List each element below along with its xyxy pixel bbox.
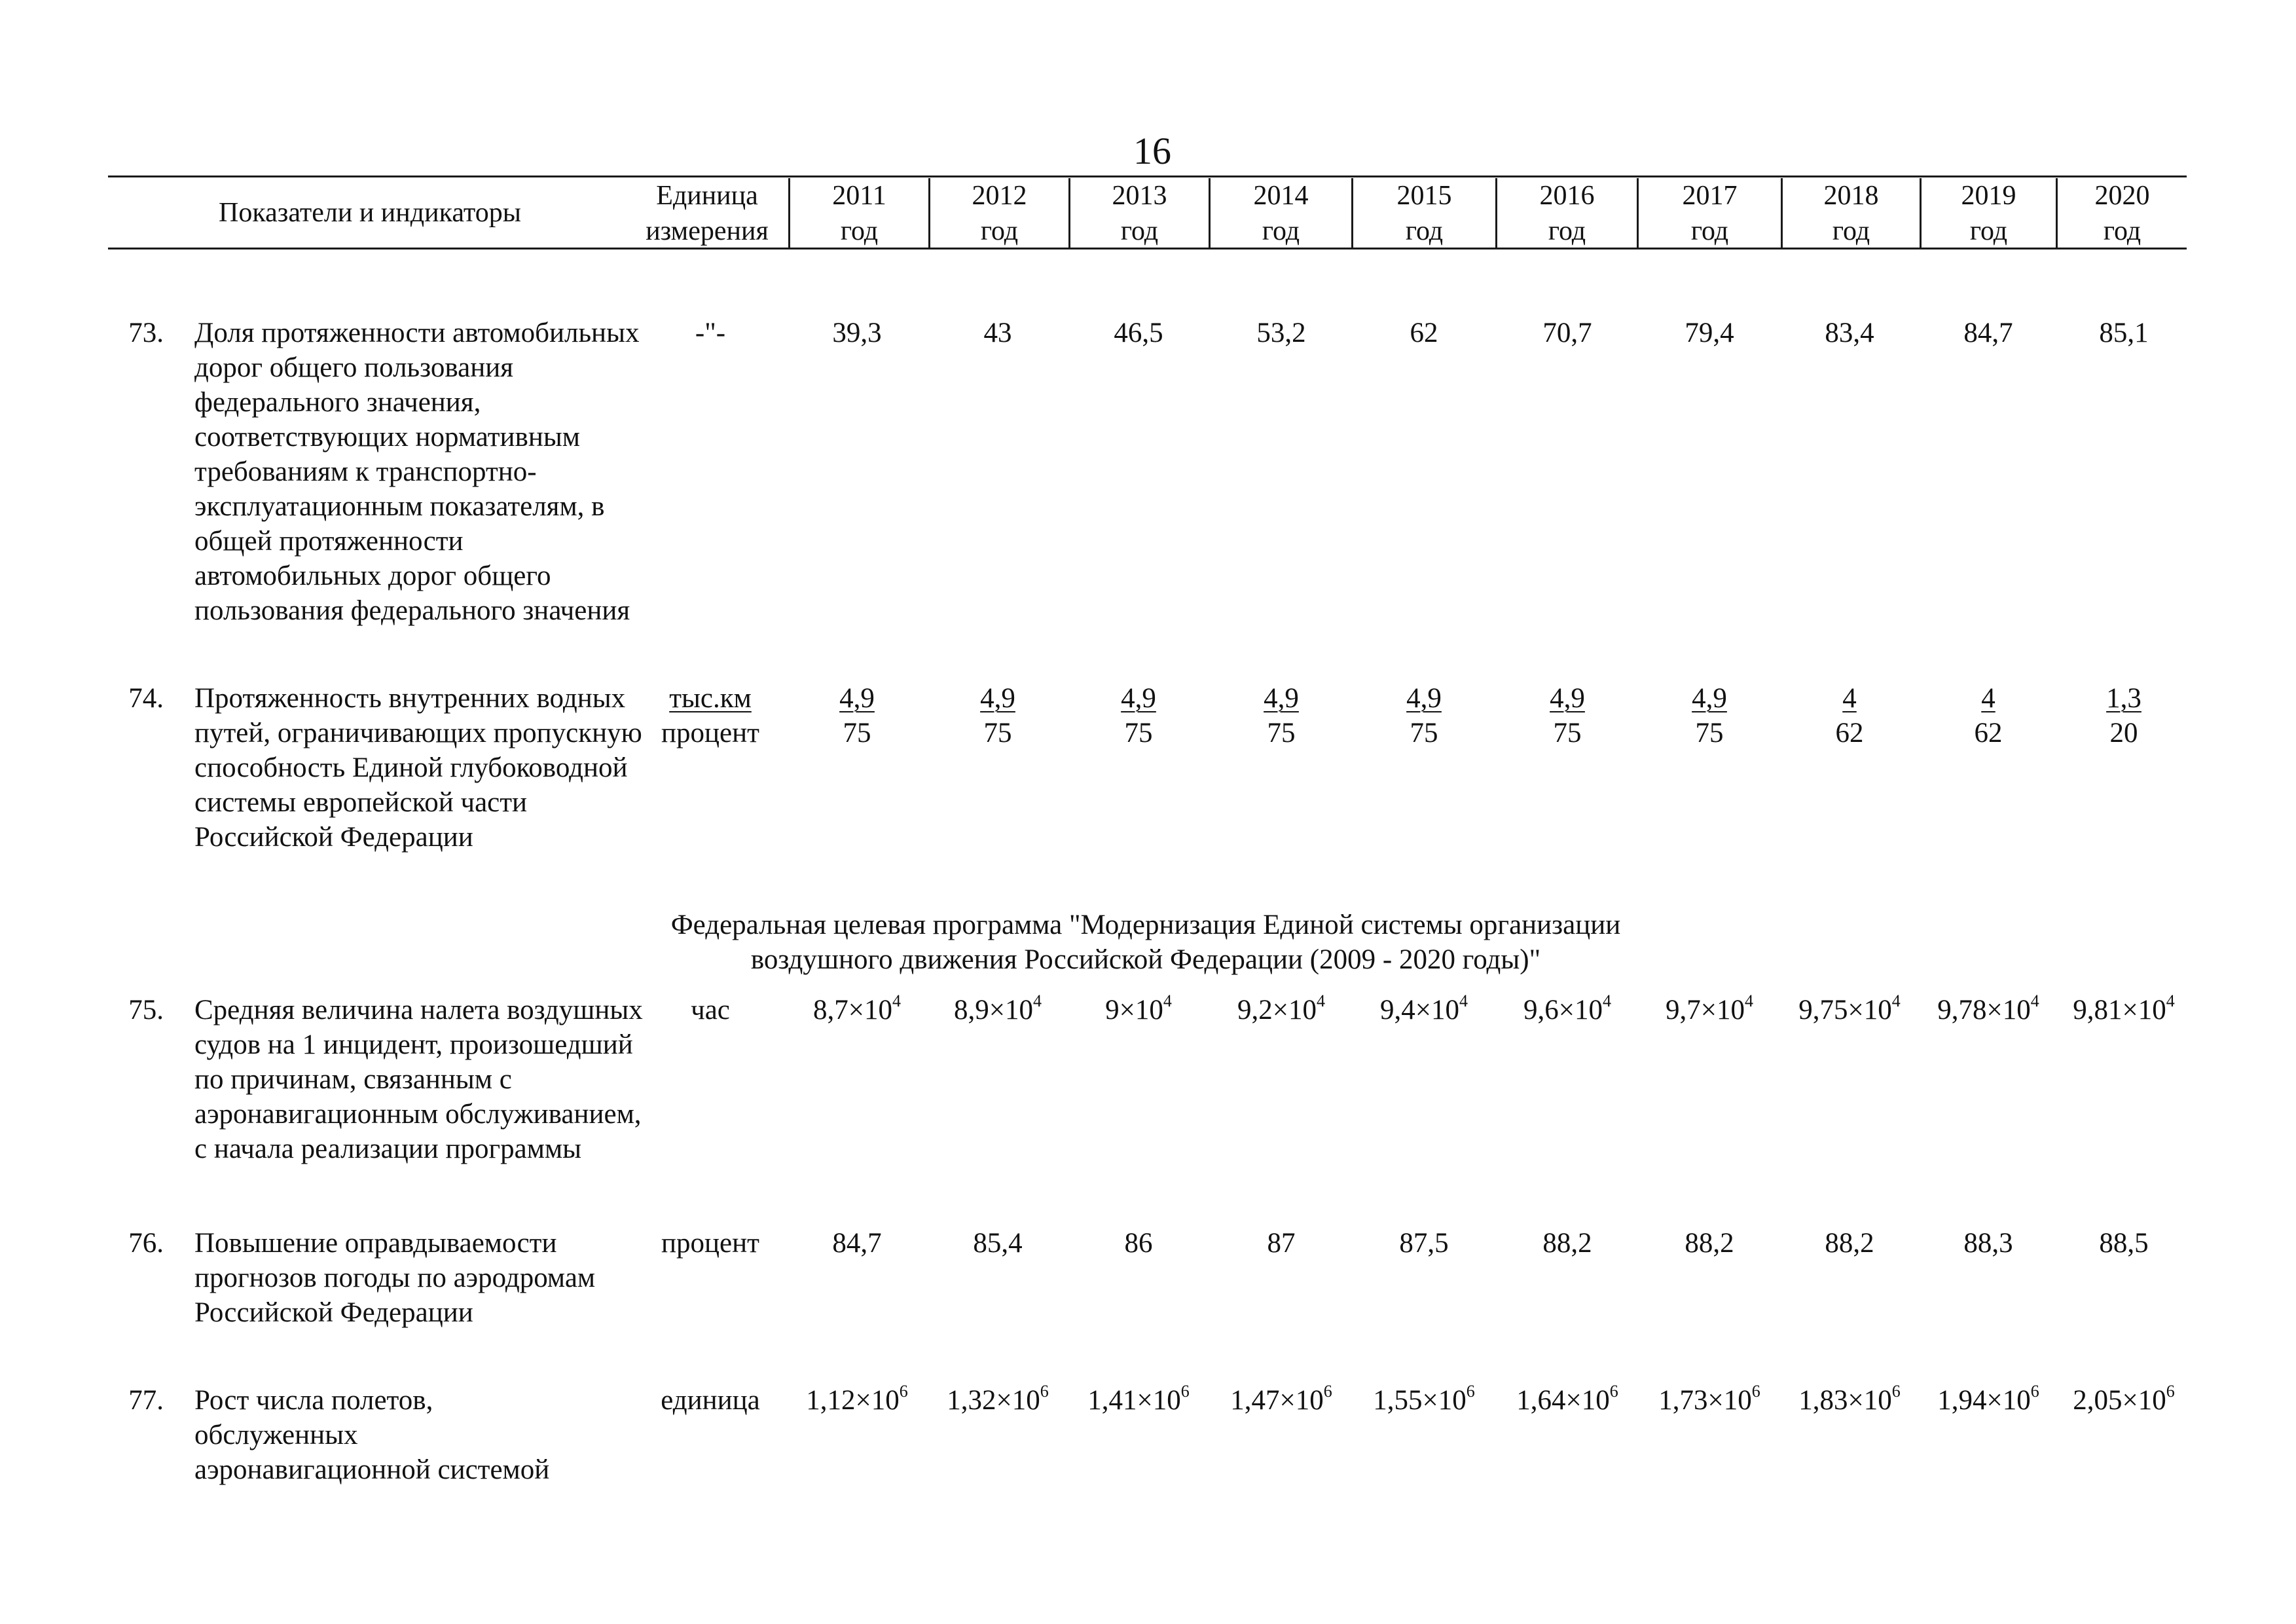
value-cell: 4,9 75 bbox=[1692, 683, 1727, 748]
value-cell: 88,3 bbox=[1963, 1228, 2013, 1259]
value-cell: 84,7 bbox=[832, 1228, 882, 1259]
value-cell: 1,3 20 bbox=[2106, 683, 2141, 748]
year-header-2014: 2014 год bbox=[1253, 181, 1309, 246]
value-cell: $2,05\times 10^6$ bbox=[2073, 1381, 2175, 1416]
row-description: Рост числа полетов, обслуженных аэронавигационной системой bbox=[194, 1385, 550, 1485]
value-cell: $8,9\times 10^4$ bbox=[953, 991, 1042, 1025]
year-header-2017: 2017 год bbox=[1682, 181, 1738, 246]
value-cell: 86 bbox=[1124, 1228, 1153, 1259]
row-number: 74. bbox=[128, 683, 164, 714]
value-cell: 88,2 bbox=[1825, 1228, 1874, 1259]
value-cell: $9,2\times 10^4$ bbox=[1237, 991, 1325, 1025]
value-cell: 4,9 75 bbox=[839, 683, 875, 748]
value-cell: $8,7\times 10^4$ bbox=[812, 991, 901, 1025]
value-cell: $9,7\times 10^4$ bbox=[1665, 991, 1753, 1025]
value-cell: $1,55\times 10^6$ bbox=[1373, 1381, 1475, 1416]
value-cell: $9,81\times 10^4$ bbox=[2073, 991, 2175, 1025]
value-cell: 39,3 bbox=[832, 318, 882, 348]
row-unit: процент bbox=[661, 1228, 759, 1259]
value-cell: 4,9 75 bbox=[980, 683, 1015, 748]
value-cell: $1,73\times 10^6$ bbox=[1658, 1381, 1760, 1416]
indicators-header: Показатели и индикаторы bbox=[219, 198, 521, 228]
value-cell: $1,41\times 10^6$ bbox=[1087, 1381, 1190, 1416]
value-cell: $9,4\times 10^4$ bbox=[1379, 991, 1468, 1025]
value-cell: 4,9 75 bbox=[1264, 683, 1299, 748]
value-cell: 84,7 bbox=[1963, 318, 2013, 348]
value-cell: 46,5 bbox=[1114, 318, 1163, 348]
row-unit: единица bbox=[661, 1385, 760, 1416]
value-cell: $9,75\times 10^4$ bbox=[1798, 991, 1901, 1025]
year-header-2020: 2020 год bbox=[2094, 181, 2150, 246]
value-cell: 4,9 75 bbox=[1121, 683, 1156, 748]
section-heading bbox=[589, 908, 1702, 977]
value-cell: 70,7 bbox=[1542, 318, 1592, 348]
value-cell: 87,5 bbox=[1399, 1228, 1449, 1259]
year-header-2013: 2013 год bbox=[1112, 181, 1167, 246]
header-top-rule bbox=[108, 175, 2187, 177]
row-number: 77. bbox=[128, 1385, 164, 1416]
value-cell: $9,78\times 10^4$ bbox=[1937, 991, 2039, 1025]
row-unit bbox=[629, 681, 792, 750]
year-header-2016: 2016 год bbox=[1539, 181, 1595, 246]
value-cell: 4 62 bbox=[1974, 683, 2003, 748]
row-number: 76. bbox=[128, 1228, 164, 1259]
value-cell: 4,9 75 bbox=[1406, 683, 1442, 748]
year-header-2012: 2012 год bbox=[972, 181, 1027, 246]
year-header-2011: 2011 год bbox=[832, 181, 886, 246]
value-cell: 87 bbox=[1267, 1228, 1296, 1259]
unit-numerator: тыс.км bbox=[669, 683, 752, 714]
year-header-2019: 2019 год bbox=[1961, 181, 2016, 246]
value-cell: $1,64\times 10^6$ bbox=[1516, 1381, 1618, 1416]
value-cell: $9,6\times 10^4$ bbox=[1523, 991, 1611, 1025]
year-header-2015: 2015 год bbox=[1396, 181, 1452, 246]
row-number: 75. bbox=[128, 995, 164, 1025]
value-cell: $1,32\times 10^6$ bbox=[947, 1381, 1049, 1416]
row-number: 73. bbox=[128, 318, 164, 348]
section-heading-line: Федеральная целевая программа "Модернизация Единой системы организации bbox=[670, 910, 1621, 940]
row-description: Повышение оправдываемости прогнозов погоды по аэродромам Российской Федерации bbox=[194, 1228, 596, 1328]
row-description: Протяженность внутренних водных путей, ограничивающих пропускную способность Единой глубоководной системы европейской части Российской Федерации bbox=[194, 683, 642, 853]
value-cell: 88,2 bbox=[1685, 1228, 1734, 1259]
value-cell: $1,94\times 10^6$ bbox=[1937, 1381, 2039, 1416]
unit-denominator: процент bbox=[661, 718, 759, 748]
value-cell: 53,2 bbox=[1256, 318, 1306, 348]
value-cell: $9\times 10^4$ bbox=[1105, 991, 1172, 1025]
value-cell: $1,47\times 10^6$ bbox=[1230, 1381, 1332, 1416]
row-unit: -"- bbox=[695, 318, 726, 348]
value-cell: $1,12\times 10^6$ bbox=[806, 1381, 908, 1416]
row-description: Средняя величина налета воздушных судов на 1 инцидент, произошедший по причинам, связанным с аэронавигационным обслуживанием, с начала реализации программы bbox=[194, 995, 643, 1164]
value-cell: 83,4 bbox=[1825, 318, 1874, 348]
value-cell: 43 bbox=[983, 318, 1012, 348]
value-cell: 4,9 75 bbox=[1550, 683, 1585, 748]
page-number: 16 bbox=[1133, 130, 1171, 172]
unit-header: Единица измерения bbox=[646, 181, 769, 246]
row-description: Доля протяженности автомобильных дорог общего пользования федерального значения, соответствующих нормативным требованиям к транспортно-эксплуатационным показателям, в общей протяженности автомобильных дорог общего пользования федерального значения bbox=[194, 318, 640, 626]
year-header-2018: 2018 год bbox=[1823, 181, 1879, 246]
value-cell: 88,5 bbox=[2099, 1228, 2149, 1259]
row-unit: час bbox=[691, 995, 730, 1025]
value-cell: 4 62 bbox=[1835, 683, 1864, 748]
value-cell: 79,4 bbox=[1685, 318, 1734, 348]
value-cell: 88,2 bbox=[1542, 1228, 1592, 1259]
value-cell: 85,1 bbox=[2099, 318, 2149, 348]
value-cell: 85,4 bbox=[973, 1228, 1023, 1259]
value-cell: $1,83\times 10^6$ bbox=[1798, 1381, 1901, 1416]
value-cell: 62 bbox=[1410, 318, 1438, 348]
section-heading-line: воздушного движения Российской Федерации (2009 - 2020 годы)" bbox=[750, 944, 1541, 975]
